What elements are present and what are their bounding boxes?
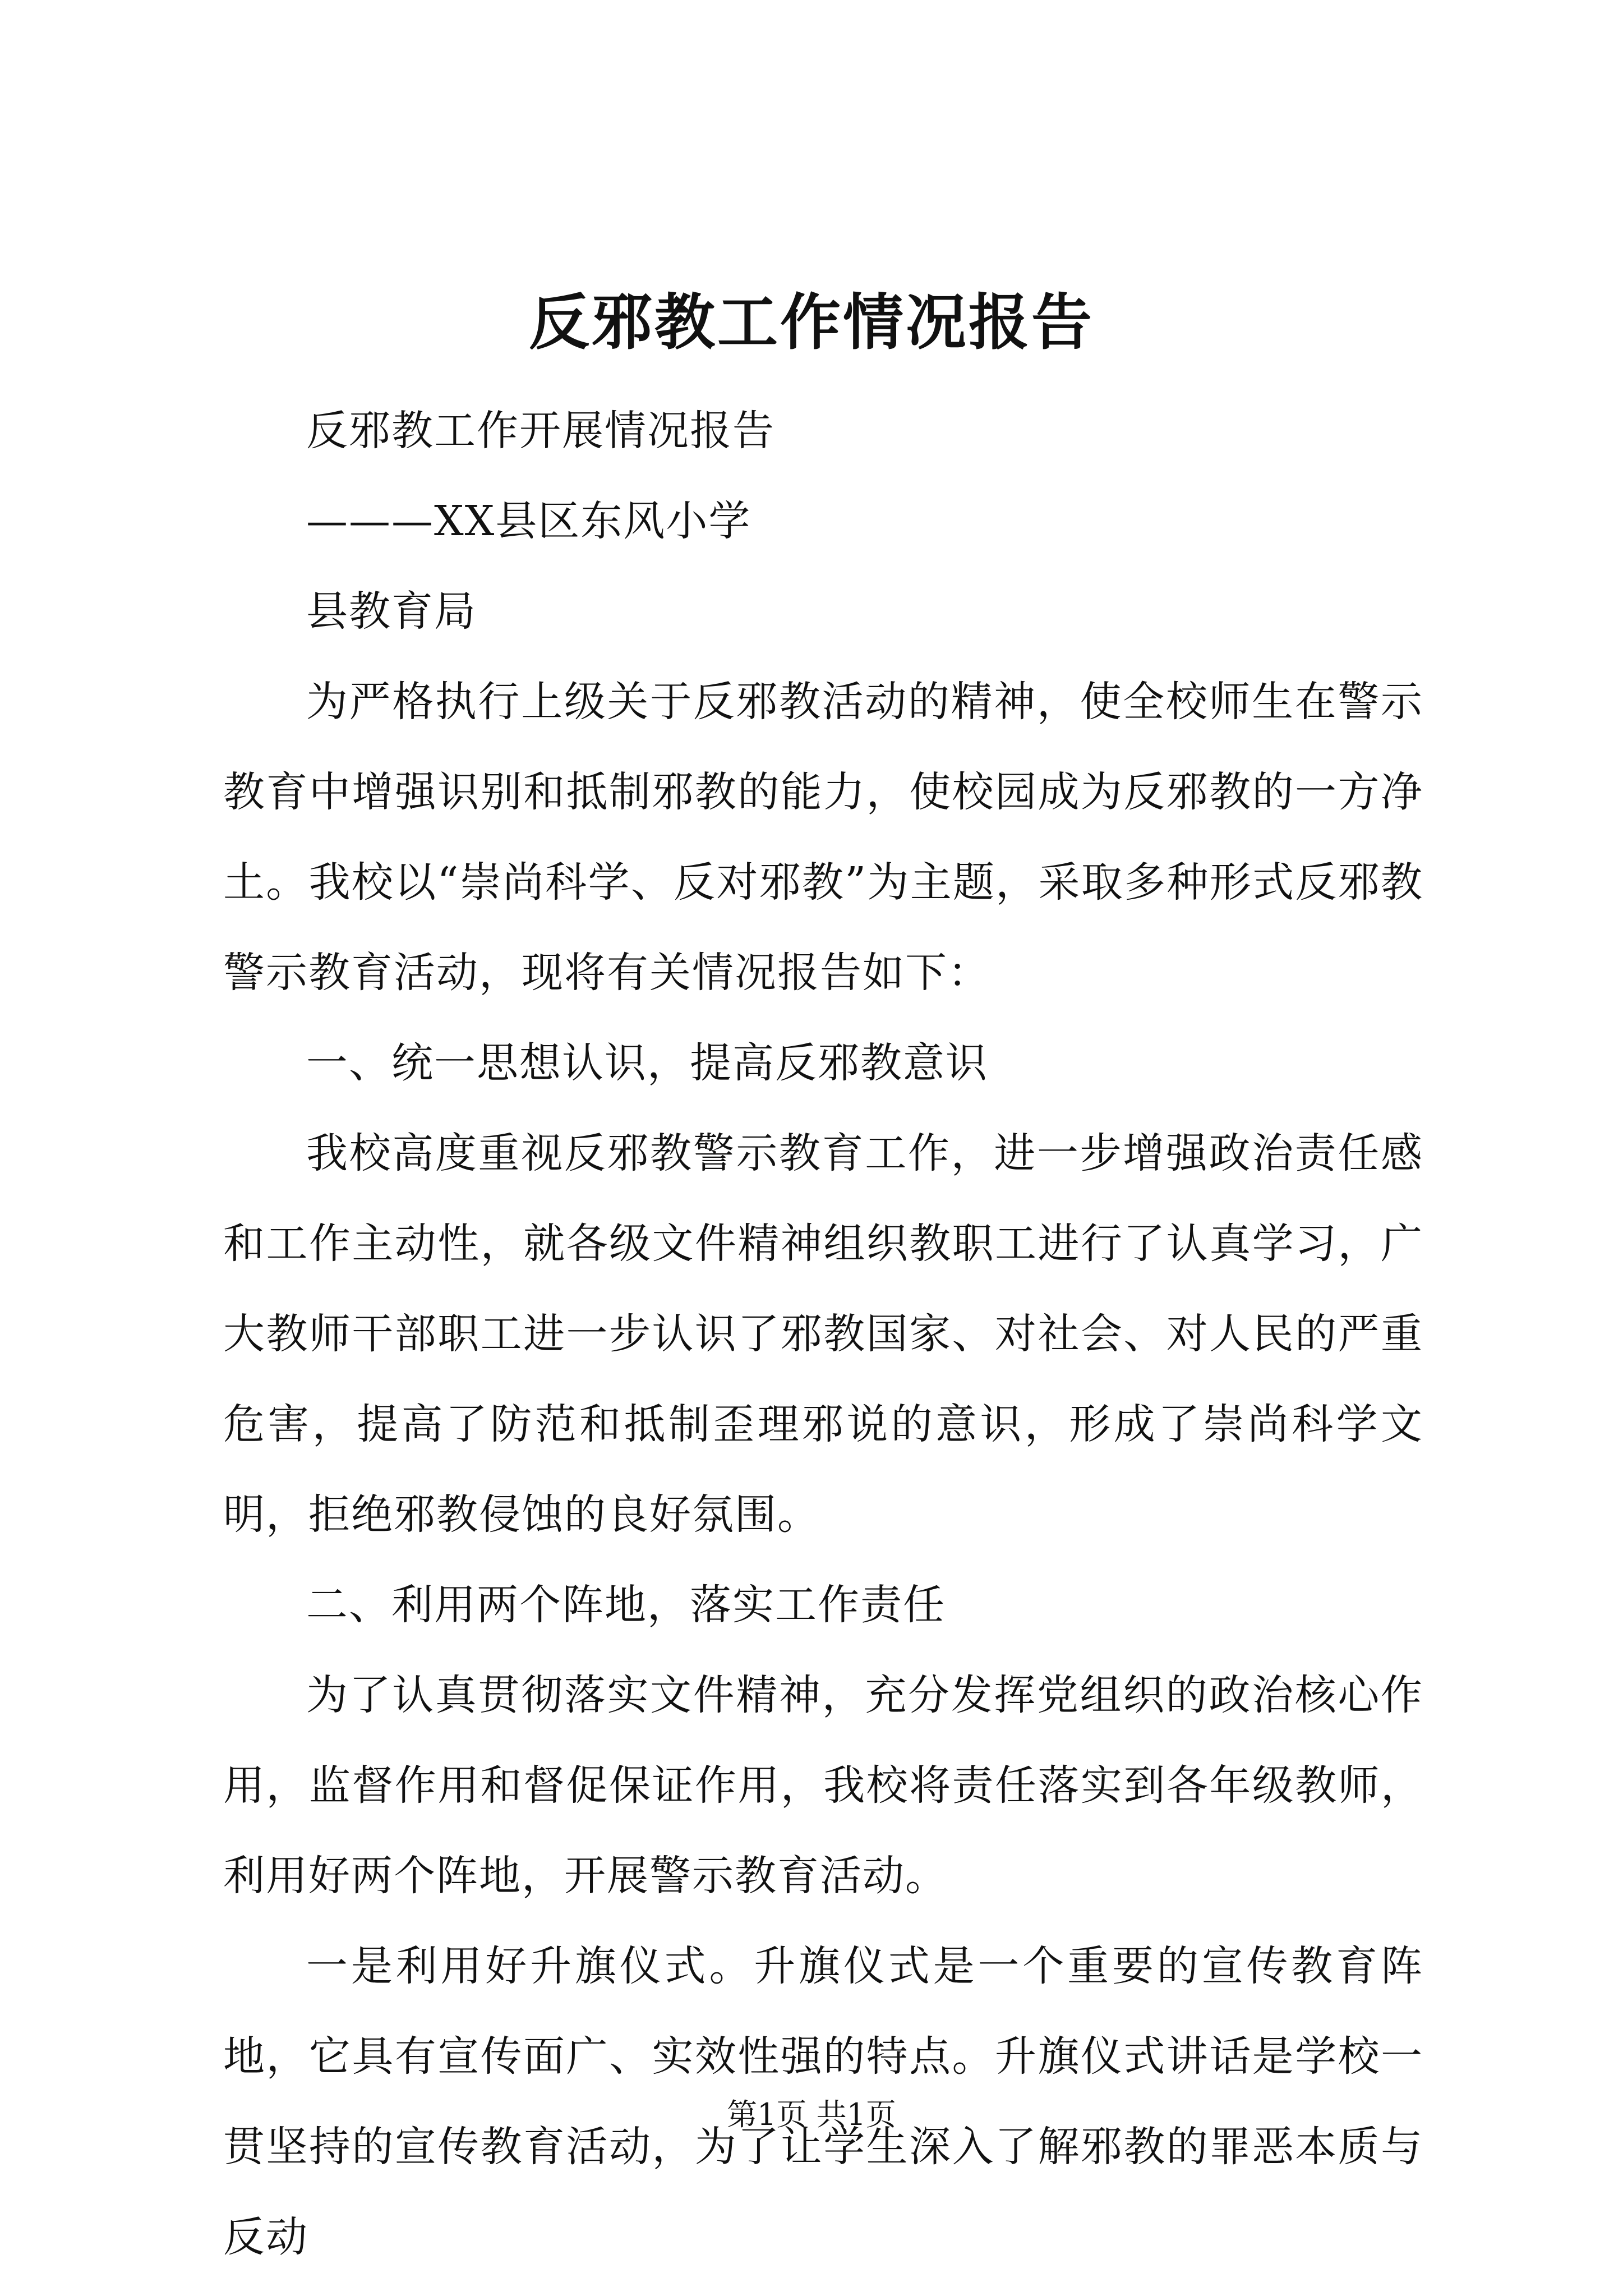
section-2-item-1-paragraph: 一是利用好升旗仪式。升旗仪式是一个重要的宣传教育阵地，它具有宣传面广、实效性强的特点。升旗仪式讲话是学校一贯坚持的宣传教育活动，为了让学生深入了解邪教的罪恶本质与反动 xyxy=(223,1942,1423,2261)
section-heading-1: 一、统一思想认识，提高反邪教意识 xyxy=(306,1039,988,1087)
author-line: ———XX县区东风小学 xyxy=(306,497,751,545)
recipient-line: 县教育局 xyxy=(306,587,477,636)
subtitle-paragraph: 反邪教工作开展情况报告 xyxy=(306,407,775,455)
section-heading-2: 二、利用两个阵地，落实工作责任 xyxy=(306,1581,946,1629)
section-2-paragraph: 为了认真贯彻落实文件精神，充分发挥党组织的政治核心作用，监督作用和督促保证作用，我校将责任落实到各年级教师，利用好两个阵地，开展警示教育活动。 xyxy=(223,1671,1423,1900)
section-1-paragraph: 我校高度重视反邪教警示教育工作，进一步增强政治责任感和工作主动性，就各级文件精神组织教职工进行了认真学习，广大教师干部职工进一步认识了邪教国家、对社会、对人民的严重危害，提高了防范和抵制歪理邪说的意识，形成了崇尚科学文明，拒绝邪教侵蚀的良好氛围。 xyxy=(223,1129,1423,1539)
page-footer: 第1页 共1页 xyxy=(727,2097,896,2132)
document-title: 反邪教工作情况报告 xyxy=(528,287,1094,358)
intro-paragraph: 为严格执行上级关于反邪教活动的精神，使全校师生在警示教育中增强识别和抵制邪教的能力，使校园成为反邪教的一方净土。我校以“崇尚科学、反对邪教”为主题，采取多种形式反邪教警示教育活动，现将有关情况报告如下： xyxy=(223,678,1423,997)
document-body xyxy=(223,386,1423,2283)
